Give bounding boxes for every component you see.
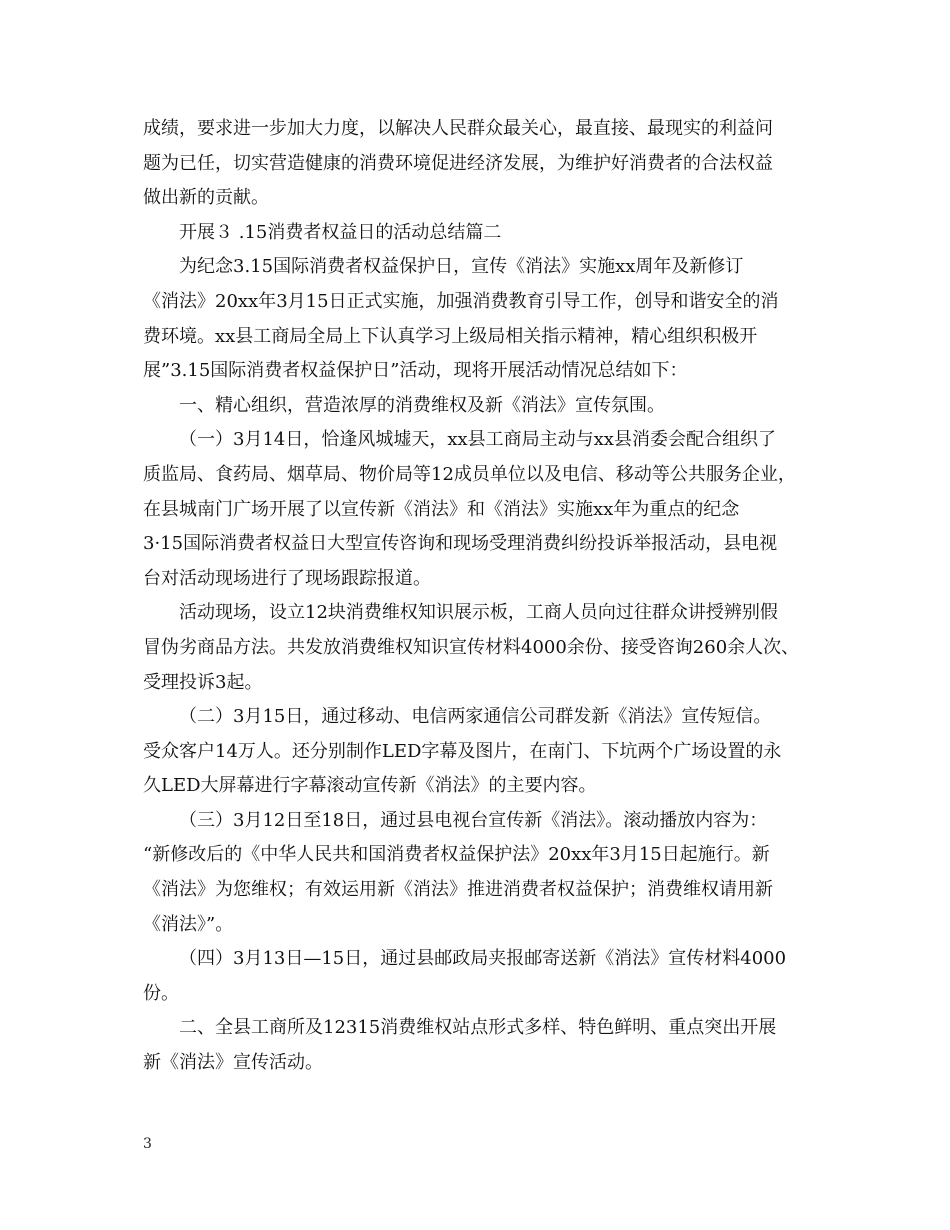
text-line: （三）3月12日至18日，通过县电视台宣传新《消法》。滚动播放内容为： — [179, 809, 768, 831]
text-line: 受理投诉3起。 — [143, 671, 263, 693]
text-line: 一、精心组织，营造浓厚的消费维权及新《消法》宣传氛围。 — [179, 394, 665, 416]
text-line: 质监局、食药局、烟草局、物价局等12成员单位以及电信、移动等公共服务企业， — [143, 463, 796, 485]
body-text — [143, 112, 803, 1081]
text-line: 份。 — [143, 982, 179, 1004]
text-line: 费环境。xx县工商局全局上下认真学习上级局相关指示精神，精心组织积极开 — [143, 325, 758, 347]
text-line: 展”3.15国际消费者权益保护日”活动，现将开展活动情况总结如下： — [143, 360, 688, 382]
text-line: （一）3月14日，恰逢风城墟天，xx县工商局主动与xx县消委会配合组织了 — [179, 429, 776, 451]
text-line: 久LED大屏幕进行字幕滚动宣传新《消法》的主要内容。 — [143, 775, 597, 797]
text-line: 做出新的贡献。 — [143, 187, 269, 209]
text-line: 《消法》20xx年3月15日正式实施，加强消费教育引导工作，创导和谐安全的消 — [143, 290, 779, 312]
text-line: 二、全县工商所及12315消费维权站点形式多样、特色鲜明、重点突出开展 — [179, 1017, 777, 1039]
text-line: 在县城南门广场开展了以宣传新《消法》和《消法》实施xx年为重点的纪念 — [143, 498, 740, 520]
text-line: 《消法》”。 — [143, 913, 234, 935]
text-line: 受众客户14万人。还分别制作LED字幕及图片，在南门、下坑两个广场设置的永 — [143, 740, 782, 762]
text-line: 《消法》为您维权；有效运用新《消法》推进消费者权益保护；消费维权请用新 — [143, 879, 773, 901]
text-line: 活动现场，设立12块消费维权知识展示板，工商人员向过往群众讲授辨别假 — [179, 602, 778, 624]
text-line: 成绩，要求进一步加大力度，以解决人民群众最关心，最直接、最现实的利益问 — [143, 118, 773, 139]
text-line: 3·15国际消费者权益日大型宣传咨询和现场受理消费纠纷投诉举报活动，县电视 — [143, 533, 778, 555]
page-number: 3 — [143, 1136, 152, 1152]
text-line: 冒伪劣商品方法。共发放消费维权知识宣传材料4000余份、接受咨询260余人次、 — [143, 636, 800, 658]
text-line: “新修改后的《中华人民共和国消费者权益保护法》20xx年3月15日起施行。新 — [143, 844, 770, 866]
section-heading: 开展３ .15消费者权益日的活动总结篇二 — [179, 221, 502, 243]
text-line: （二）3月15日，通过移动、电信两家通信公司群发新《消法》宣传短信。 — [179, 706, 772, 728]
text-line: 题为已任，切实营造健康的消费环境促进经济发展，为维护好消费者的合法权益 — [143, 152, 773, 174]
text-line: 新《消法》宣传活动。 — [143, 1052, 323, 1074]
text-line: 台对活动现场进行了现场跟踪报道。 — [143, 567, 431, 589]
text-line: 为纪念3.15国际消费者权益保护日，宣传《消法》实施xx周年及新修订 — [179, 256, 744, 278]
text-line: （四）3月13日—15日，通过县邮政局夹报邮寄送新《消法》宣传材料4000 — [179, 948, 787, 970]
